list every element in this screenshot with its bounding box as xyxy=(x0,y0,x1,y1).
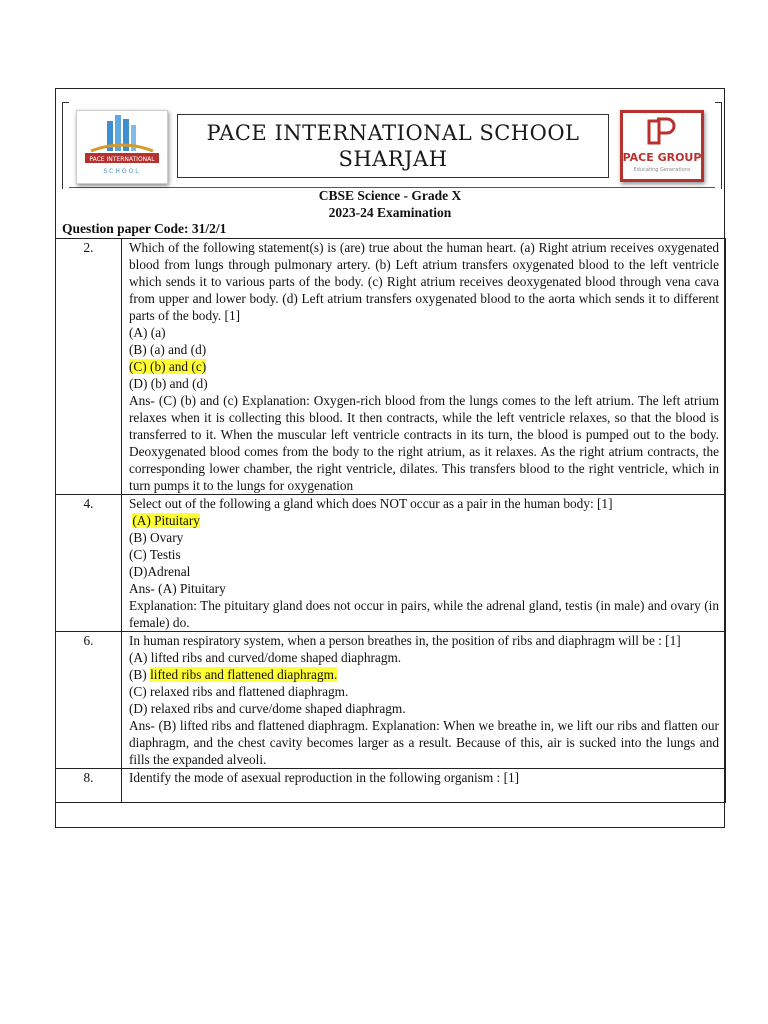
question-row xyxy=(56,632,726,769)
school-name: PACE INTERNATIONAL SCHOOL xyxy=(206,121,580,145)
option-a: (A) (a) xyxy=(129,325,166,340)
header-bracket-right xyxy=(715,102,722,189)
exam-subject: CBSE Science - Grade X xyxy=(318,188,462,203)
right-logo-text1: PACE GROUP xyxy=(623,151,701,164)
question-body xyxy=(122,769,726,803)
question-number: 4. xyxy=(56,495,122,632)
question-number: 2. xyxy=(56,239,122,495)
option-d: (D) relaxed ribs and curve/dome shaped diaphragm. xyxy=(129,701,406,716)
question-text: Select out of the following a gland which does NOT occur as a pair in the human body: [1] xyxy=(129,496,613,511)
left-logo-text2: SCHOOL xyxy=(103,168,141,175)
right-logo-text2: Educating Generations xyxy=(633,167,691,173)
question-row xyxy=(56,495,726,632)
question-row xyxy=(56,239,726,495)
option-b: (B) Ovary xyxy=(129,530,184,545)
question-text: Identify the mode of asexual reproduction in the following organism : [1] xyxy=(129,770,520,785)
option-d: (D) (b) and (d) xyxy=(129,376,208,391)
option-b-prefix: (B) xyxy=(129,667,151,682)
question-text: Which of the following statement(s) is (are) true about the human heart. (a) Right atrium receives oxygenated blood from lungs through pulmonary artery. (b) Left atrium transfers oxygenated blood to the left ventricle which sends it to various parts of the body. (c) Right atrium receives deoxygenated blood through vena cava from upper and lower body. (d) Left atrium transfers oxygenated blood to the aorta which sends it to different parts of the body. [1] xyxy=(129,240,719,323)
question-body xyxy=(122,239,726,495)
question-number: 8. xyxy=(56,769,122,803)
option-a-highlighted: (A) Pituitary xyxy=(132,513,200,528)
option-d: (D)Adrenal xyxy=(129,564,191,579)
question-number: 6. xyxy=(56,632,122,769)
question-body xyxy=(122,495,726,632)
school-title-box xyxy=(177,114,609,178)
option-b-highlighted: lifted ribs and flattened diaphragm. xyxy=(150,667,338,682)
option-c: (C) Testis xyxy=(129,547,181,562)
answer-explanation: Ans- (C) (b) and (c) Explanation: Oxygen-rich blood from the lungs comes to the left atrium. The left atrium relaxes when it is collecting this blood. It then contracts, while the left ventricle relaxes, so that the blood is transferred to it. When the muscular left ventricle contracts in its turn, the blood is pumped out to the body. Deoxygenated blood comes from the body to the right atrium, as it relaxes. As the right atrium contracts, the corresponding lower chamber, the right ventricle, dilates. This transfers blood to the right ventricle, which in turn pumps it to the lungs for oxygenation xyxy=(129,393,719,493)
school-logo-left xyxy=(76,110,168,184)
left-logo-text1: PACE INTERNATIONAL xyxy=(89,156,155,163)
school-header xyxy=(62,102,722,188)
answer: Ans- (A) Pituitary xyxy=(129,581,226,596)
option-b: (B) (a) and (d) xyxy=(129,342,207,357)
header-bracket-left xyxy=(62,102,69,189)
option-a: (A) lifted ribs and curved/dome shaped diaphragm. xyxy=(129,650,402,665)
paper-code: Question paper Code: 31/2/1 xyxy=(62,221,227,236)
option-c: (C) relaxed ribs and flattened diaphragm. xyxy=(129,684,349,699)
school-location: SHARJAH xyxy=(338,147,448,171)
answer-explanation: Ans- (B) lifted ribs and flattened diaphragm. Explanation: When we breathe in, we lift our ribs and flatten our diaphragm, and the chest cavity becomes larger as a result. Because of this, air is sucked into the lungs and fills the expanded alveoli. xyxy=(129,718,719,767)
exam-session: 2023-24 Examination xyxy=(328,205,452,220)
question-text: In human respiratory system, when a person breathes in, the position of ribs and diaphragm will be : [1] xyxy=(129,633,681,648)
question-body xyxy=(122,632,726,769)
question-row xyxy=(56,769,726,803)
question-table xyxy=(55,238,726,803)
group-logo-right xyxy=(620,110,704,182)
explanation: Explanation: The pituitary gland does not occur in pairs, while the adrenal gland, testis (in male) and ovary (in female) do. xyxy=(129,598,719,630)
option-c-highlighted: (C) (b) and (c) xyxy=(129,359,207,374)
